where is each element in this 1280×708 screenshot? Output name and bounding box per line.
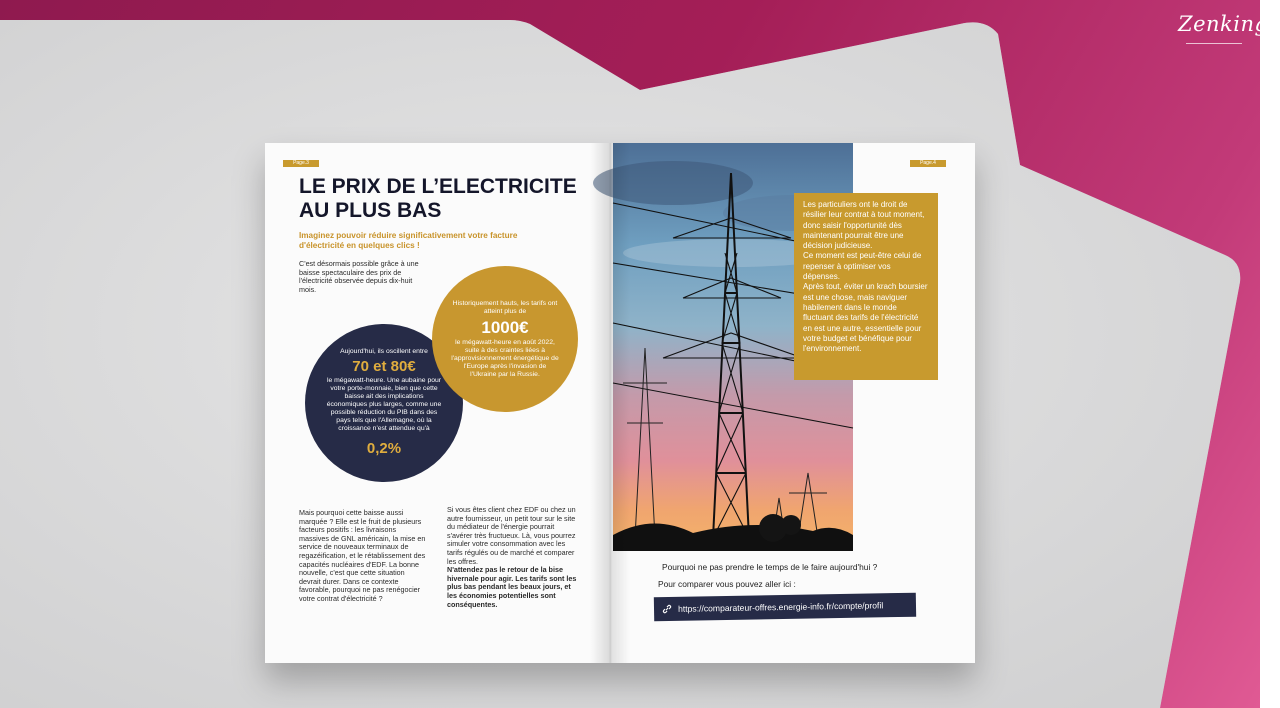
box-text-3: Après tout, éviter un krach boursier est une chose, mais naviguer habilement dans le monde fluctuant des tarifs de l'électricité en est une autre, essentielle pour votre budget et bénéfique pour l'environnement. [803, 282, 928, 354]
brand-logo: Zenkings [1178, 12, 1280, 36]
box-text-2: Ce moment est peut-être celui de repenser à optimiser vos dépenses. [803, 251, 922, 282]
gold-circle-text-after: le mégawatt-heure en août 2022, suite à des craintes liées à l'approvisionnement énergétique de l'Europe après l'invasion de l'Ukraine par la Russie. [451, 338, 559, 378]
box-text-1: Les particuliers ont le droit de résilier leur contrat à tout moment, donc saisir l'opportunité dès maintenant pourrait être une décision judicieuse. [803, 200, 925, 251]
left-page [265, 143, 610, 663]
body-column-2-bold: N'attendez pas le retour de la bise hivernale pour agir. Les tarifs sont les plus bas pendant les beaux jours, et les économies potentielles sont conséquentes. [447, 565, 577, 609]
subtitle: Imaginez pouvoir réduire significativement votre facture d'électricité en quelques clics ! [299, 231, 518, 250]
navy-circle-highlight: 70 et 80€ [352, 357, 416, 375]
page-label-left: Page.3 [283, 160, 319, 167]
navy-circle-text-after: le mégawatt-heure. Une aubaine pour votre porte-monnaie, bien que cette baisse ait des implications économiques plus larges, comme une possible réduction du PIB dans des pays tels que l'Allemagne, où la croissance n'est attendue qu'à [326, 376, 442, 432]
question-text: Pourquoi ne pas prendre le temps de le faire aujourd'hui ? [662, 562, 878, 572]
magazine-spread [265, 143, 975, 663]
body-column-2 [447, 506, 577, 609]
navy-circle-text-before: Aujourd'hui, ils oscillent entre [340, 347, 428, 355]
page-label-right: Page.4 [910, 160, 946, 167]
highlight-text-box [794, 193, 938, 380]
navy-circle-highlight-2: 0,2% [366, 439, 402, 457]
body-column-1: Mais pourquoi cette baisse aussi marquée ? Elle est le fruit de plusieurs facteurs positifs : les livraisons massives de GNL américain, la mise en service de nouveaux terminaux de regazéification, et le rétablissement des capacités nucléaires d'EDF. La bonne nouvelle, c'est que cette situation devrait durer. Dans ce contexte favorable, pourquoi ne pas renégocier votre contrat d'électricité ? [299, 508, 426, 603]
intro-paragraph: C'est désormais possible grâce à une baisse spectaculaire des prix de l'électricité observée depuis dix-huit mois. [299, 259, 419, 294]
comparator-link[interactable] [654, 593, 916, 622]
body-column-2-text: Si vous êtes client chez EDF ou chez un autre fournisseur, un petit tour sur le site du médiateur de l'énergie pourrait s'avérer très fructueux. Là, vous pourrez simuler votre consommation avec les tarifs régulés ou de marché et comparer les offres. [447, 505, 576, 566]
gold-stat-circle [432, 266, 578, 412]
compare-label: Pour comparer vous pouvez aller ici : [658, 579, 796, 589]
comparator-url: https://comparateur-offres.energie-info.fr/compte/profil [677, 600, 884, 614]
gold-circle-text-before: Historiquement hauts, les tarifs ont atteint plus de [452, 299, 558, 315]
page-title [299, 175, 599, 223]
link-icon [662, 604, 672, 614]
gold-circle-highlight: 1000€ [481, 317, 529, 337]
title-line-1: LE PRIX DE L’ELECTRICITE [299, 175, 577, 198]
brand-underline [1186, 43, 1242, 44]
title-line-2: AU PLUS BAS [299, 199, 442, 222]
right-page [610, 143, 975, 663]
